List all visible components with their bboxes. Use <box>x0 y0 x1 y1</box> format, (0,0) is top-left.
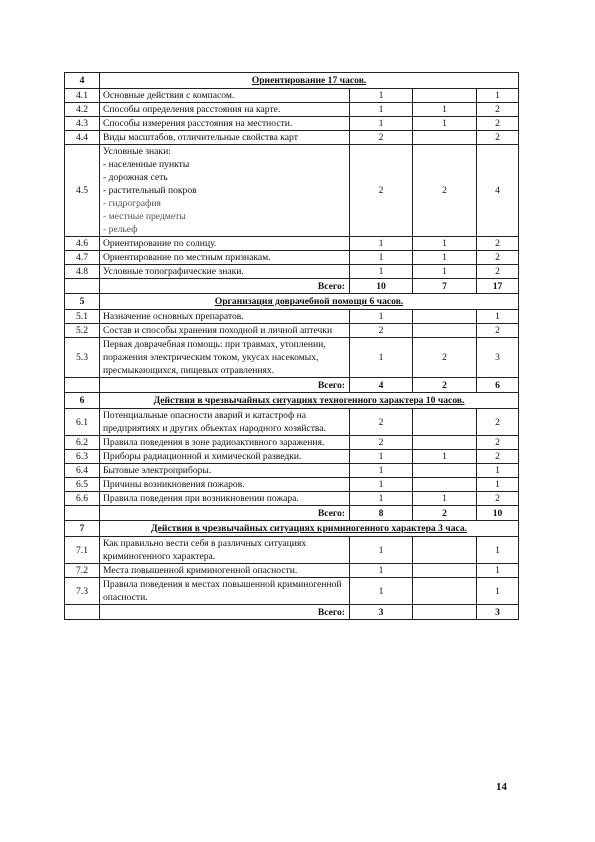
hours-c2 <box>413 564 477 578</box>
hours-c2: 1 <box>413 492 477 506</box>
topic-text: Правила поведения в местах повышенной криминогенной опасности. <box>103 579 342 603</box>
hours-c2: 1 <box>413 450 477 464</box>
total-c3: 6 <box>477 378 519 393</box>
hours-c3: 2 <box>477 103 519 117</box>
row-topic <box>100 265 350 279</box>
total-c1: 10 <box>350 279 413 294</box>
hours-c1: 1 <box>350 492 413 506</box>
topic-text: Бытовые электроприборы. <box>103 465 212 476</box>
row-number: 4.5 <box>65 145 100 237</box>
table-row <box>65 103 519 117</box>
row-number: 4.4 <box>65 131 100 145</box>
hours-c3: 2 <box>477 324 519 338</box>
topic-subitem: - дорожная сеть <box>103 172 168 183</box>
row-number: 6.2 <box>65 436 100 450</box>
hours-c2: 1 <box>413 117 477 131</box>
row-topic <box>100 237 350 251</box>
total-c2: 2 <box>413 506 477 521</box>
hours-c3: 1 <box>477 89 519 103</box>
row-topic <box>100 103 350 117</box>
hours-c1: 1 <box>350 117 413 131</box>
row-number: 4.1 <box>65 89 100 103</box>
table-row <box>65 450 519 464</box>
row-number: 5.3 <box>65 338 100 378</box>
section-number: 4 <box>65 73 100 89</box>
row-number: 7.1 <box>65 537 100 564</box>
row-number: 5.1 <box>65 310 100 324</box>
row-number: 4.8 <box>65 265 100 279</box>
row-topic <box>100 324 350 338</box>
hours-c3: 2 <box>477 131 519 145</box>
section-number: 5 <box>65 294 100 310</box>
hours-c3: 1 <box>477 578 519 605</box>
section-header-row <box>65 521 519 537</box>
total-spacer <box>65 279 100 294</box>
topic-subitem: - населенные пункты <box>103 159 190 170</box>
row-number: 4.6 <box>65 237 100 251</box>
row-topic <box>100 89 350 103</box>
total-c2: 2 <box>413 378 477 393</box>
total-spacer <box>65 378 100 393</box>
row-topic <box>100 492 350 506</box>
section-header-row <box>65 393 519 409</box>
row-topic <box>100 537 350 564</box>
table-row <box>65 409 519 436</box>
row-topic <box>100 251 350 265</box>
topic-text: Условные топографические знаки. <box>103 266 244 277</box>
topic-text: Основные действия с компасом. <box>103 90 235 101</box>
section-header-row <box>65 73 519 89</box>
row-number: 6.1 <box>65 409 100 436</box>
hours-c1: 1 <box>350 89 413 103</box>
hours-c2: 1 <box>413 237 477 251</box>
topic-subitem: - местные предметы <box>103 211 186 222</box>
table-row <box>65 265 519 279</box>
section-title: Ориентирование 17 часов. <box>100 73 519 89</box>
topic-text: Состав и способы хранения походной и личной аптечки <box>103 325 333 336</box>
hours-c1: 1 <box>350 310 413 324</box>
section-number: 6 <box>65 393 100 409</box>
row-number: 4.7 <box>65 251 100 265</box>
table-row <box>65 478 519 492</box>
topic-subitem: - гидрография <box>103 198 161 209</box>
page-number: 14 <box>496 781 507 793</box>
row-number: 4.3 <box>65 117 100 131</box>
total-c1: 4 <box>350 378 413 393</box>
hours-c3: 1 <box>477 537 519 564</box>
table-row <box>65 310 519 324</box>
row-topic <box>100 436 350 450</box>
table-row <box>65 251 519 265</box>
total-label: Всего: <box>100 506 350 521</box>
table-row <box>65 464 519 478</box>
table-row <box>65 492 519 506</box>
table-row <box>65 537 519 564</box>
hours-c1: 2 <box>350 131 413 145</box>
hours-c2 <box>413 478 477 492</box>
hours-c2 <box>413 464 477 478</box>
row-number: 6.6 <box>65 492 100 506</box>
hours-c1: 1 <box>350 338 413 378</box>
table-row <box>65 145 519 237</box>
row-topic <box>100 131 350 145</box>
row-topic <box>100 117 350 131</box>
table-row <box>65 237 519 251</box>
row-topic <box>100 310 350 324</box>
table-row <box>65 89 519 103</box>
topic-text: Условные знаки: <box>103 146 171 157</box>
total-c1: 8 <box>350 506 413 521</box>
topic-text: Ориентирование по солнцу. <box>103 238 217 249</box>
row-topic <box>100 338 350 378</box>
hours-c1: 1 <box>350 450 413 464</box>
row-number: 6.5 <box>65 478 100 492</box>
hours-c1: 2 <box>350 145 413 237</box>
topic-text: Как правильно вести себя в различных ситуациях криминогенного характера. <box>103 538 307 562</box>
topic-text: Правила поведения в зоне радиоактивного заражения. <box>103 437 325 448</box>
total-row <box>65 605 519 620</box>
hours-c3: 1 <box>477 464 519 478</box>
topic-subitem: - растительный покров <box>103 185 197 196</box>
table-row <box>65 117 519 131</box>
hours-c3: 2 <box>477 409 519 436</box>
section-title: Действия в чрезвычайных ситуациях техногенного характера 10 часов. <box>100 393 519 409</box>
row-topic <box>100 564 350 578</box>
hours-c3: 4 <box>477 145 519 237</box>
hours-c3: 2 <box>477 492 519 506</box>
topic-text: Способы определения расстояния на карте. <box>103 104 281 115</box>
hours-c3: 2 <box>477 251 519 265</box>
hours-c1: 1 <box>350 464 413 478</box>
hours-c2 <box>413 409 477 436</box>
row-number: 6.3 <box>65 450 100 464</box>
hours-c2 <box>413 436 477 450</box>
hours-c1: 2 <box>350 436 413 450</box>
row-number: 7.2 <box>65 564 100 578</box>
topic-text: Виды масштабов, отличительные свойства карт <box>103 132 298 143</box>
hours-c1: 1 <box>350 478 413 492</box>
row-topic <box>100 578 350 605</box>
table-row <box>65 436 519 450</box>
hours-c3: 3 <box>477 338 519 378</box>
total-spacer <box>65 605 100 620</box>
topic-subitem: - рельеф <box>103 224 138 235</box>
hours-c1: 1 <box>350 564 413 578</box>
hours-c2 <box>413 310 477 324</box>
row-topic <box>100 409 350 436</box>
total-c3: 17 <box>477 279 519 294</box>
hours-c3: 1 <box>477 310 519 324</box>
total-c2: 7 <box>413 279 477 294</box>
hours-c2: 1 <box>413 251 477 265</box>
hours-c1: 1 <box>350 265 413 279</box>
hours-c3: 2 <box>477 265 519 279</box>
row-topic <box>100 450 350 464</box>
total-label: Всего: <box>100 279 350 294</box>
table-row <box>65 131 519 145</box>
row-number: 4.2 <box>65 103 100 117</box>
section-header-row <box>65 294 519 310</box>
topic-text: Способы измерения расстояния на местности. <box>103 118 293 129</box>
hours-c2: 2 <box>413 338 477 378</box>
row-number: 7.3 <box>65 578 100 605</box>
total-row <box>65 279 519 294</box>
hours-c1: 1 <box>350 537 413 564</box>
hours-c1: 2 <box>350 409 413 436</box>
total-label: Всего: <box>100 605 350 620</box>
row-number: 5.2 <box>65 324 100 338</box>
hours-c2 <box>413 324 477 338</box>
topic-text: Приборы радиационной и химической разведки. <box>103 451 302 462</box>
hours-c3: 2 <box>477 436 519 450</box>
hours-c3: 1 <box>477 564 519 578</box>
hours-c2 <box>413 537 477 564</box>
curriculum-table <box>64 72 519 620</box>
total-row <box>65 506 519 521</box>
row-number: 6.4 <box>65 464 100 478</box>
hours-c2 <box>413 131 477 145</box>
topic-text: Потенциальные опасности аварий и катастроф на предприятиях и других объектах народного хозяйства. <box>103 410 326 434</box>
hours-c3: 2 <box>477 450 519 464</box>
hours-c2 <box>413 578 477 605</box>
topic-text: Ориентирование по местным признакам. <box>103 252 271 263</box>
total-c1: 3 <box>350 605 413 620</box>
hours-c3: 1 <box>477 478 519 492</box>
section-title: Организация доврачебной помощи 6 часов. <box>100 294 519 310</box>
hours-c2: 1 <box>413 103 477 117</box>
row-topic <box>100 464 350 478</box>
topic-text: Назначение основных препаратов. <box>103 311 244 322</box>
table-row <box>65 578 519 605</box>
hours-c2: 2 <box>413 145 477 237</box>
topic-text: Причины возникновения пожаров. <box>103 479 245 490</box>
hours-c3: 2 <box>477 117 519 131</box>
topic-text: Места повышенной криминогенной опасности. <box>103 565 298 576</box>
section-title: Действия в чрезвычайных ситуациях криминогенного характера 3 часа. <box>100 521 519 537</box>
hours-c3: 2 <box>477 237 519 251</box>
table-row <box>65 338 519 378</box>
table-row <box>65 564 519 578</box>
row-topic <box>100 478 350 492</box>
hours-c2 <box>413 89 477 103</box>
total-c2 <box>413 605 477 620</box>
topic-text: Правила поведения при возникновении пожара. <box>103 493 299 504</box>
total-spacer <box>65 506 100 521</box>
hours-c1: 1 <box>350 103 413 117</box>
total-c3: 3 <box>477 605 519 620</box>
total-row <box>65 378 519 393</box>
hours-c1: 1 <box>350 237 413 251</box>
hours-c1: 1 <box>350 251 413 265</box>
hours-c1: 1 <box>350 578 413 605</box>
hours-c2: 1 <box>413 265 477 279</box>
row-topic <box>100 145 350 237</box>
total-label: Всего: <box>100 378 350 393</box>
section-number: 7 <box>65 521 100 537</box>
table-row <box>65 324 519 338</box>
hours-c1: 2 <box>350 324 413 338</box>
total-c3: 10 <box>477 506 519 521</box>
topic-text: Первая доврачебная помощь: при травмах, утоплении, поражения электрическим током, укусах насекомых, пресмыкающихся, пищевых отравлениях. <box>103 339 326 376</box>
